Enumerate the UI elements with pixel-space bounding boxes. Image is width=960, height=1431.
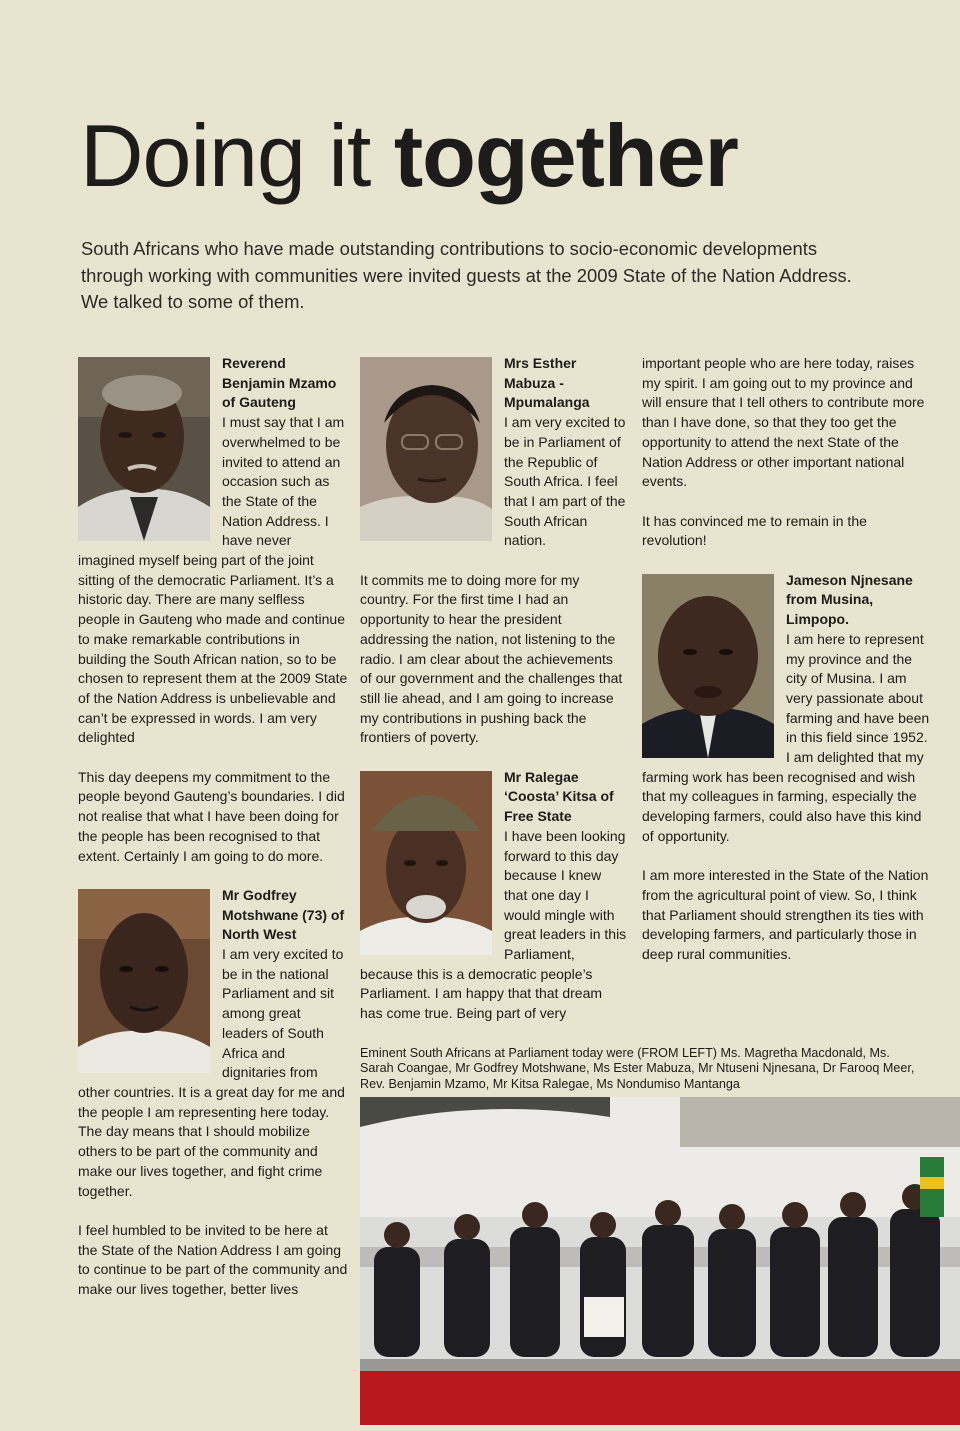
column-1 [78,354,348,1300]
title-light: Doing it [80,106,394,205]
profile-njnesane [642,571,932,847]
profile-text: I must say that I am overwhelmed to be invited to attend an occasion such as the State of the Nation Address. I have never imagined myself being part of the joint sitting of the democratic Parliament. It’s a historic day. There are many selfless people in Gauteng who made and continue to make remarkable contributions in building the South African nation, so to be chosen to represent them at the 2009 State of the Nation Address is unbelievable and can’t be expressed in words. I am very delighted [78,414,348,746]
intro-paragraph: South Africans who have made outstanding contributions to socio-economic developments through working with communities were invited guests at the 2009 State of the Nation Address. We talked to some of them. [81,238,852,312]
profile-text: I am very excited to be in Parliament of the Republic of South Africa. I feel that I am part of the South African nation. [504,414,626,549]
profile-kitsa [360,768,628,1024]
portrait-photo [78,357,210,541]
profile-motshwane [78,886,348,1201]
title-bold: together [393,106,738,205]
portrait-photo [360,771,492,955]
portrait-photo [642,574,774,758]
profile-name: Mr Ralegae ‘Coosta’ Kitsa of Free State [504,768,614,825]
profile-text: I am here to represent my province and the city of Musina. I am very passionate about farming and have been in this field since 1952. I am delighted that my farming work has been recognised and wish that my colleagues in farming, especially the developing farmers, could also have this kind of opportunity. [642,630,930,844]
portrait-photo [360,357,492,541]
profile-text: This day deepens my commitment to the people beyond Gauteng’s boundaries. I did not realise that what I have been doing for the people has been recognised to that extent. Certainly I am going to do more. [78,768,345,864]
profile-text: I have been looking forward to this day because I knew that one day I would mingle with great leaders in this Parliament, because this is a democratic people’s Parliament. I am happy that that dream has come true. Being part of very [360,827,627,1022]
profile-text: It has convinced me to remain in the revolution! [642,512,867,549]
profile-name: Mr Godfrey Motshwane (73) of North West [222,886,345,943]
profile-text: It commits me to doing more for my country. For the first time I had an opportunity to hear the president addressing the nation, not listening to the radio. I am clear about the achievements of our government and the challenges that still lie ahead, and I am going to increase my contributions in pushing back the frontiers of poverty. [360,571,623,746]
column-2 [360,354,628,1024]
profile-text: I am more interested in the State of the Nation from the agricultural point of view. So, I think that Parliament should strengthen its ties with developing farmers, and particularly those in deep rural communities. [642,867,929,963]
profile-name: Jameson Njnesane from Musina, Limpopo. [786,571,913,628]
profile-text: I am very excited to be in the national Parliament and sit among great leaders of South Africa and dignitaries from other countries. It is a great day for me and the people I am representing here today. The day means that I should mobilize others to be part of the community and make our lives together, and fight crime together. [78,946,345,1199]
profile-name: Mrs Esther Mabuza - Mpumalanga [504,355,590,411]
profile-text: I feel humbled to be invited to be here at the State of the Nation Address I am going to continue to be part of the community and make our lives together, better lives [78,1221,348,1297]
photo-caption: Eminent South Africans at Parliament today were (FROM LEFT) Ms. Magretha Macdonald, Ms. Sarah Coangae, Mr Godfrey Motshwane, Ms Ester Mabuza, Mr Ntuseni Njnesana, Dr Farooq Meer, Rev. Benjamin Mzamo, Mr Kitsa Ralegae, Ms Nondumiso Mantanga [360,1046,915,1091]
profile-name: Reverend Benjamin Mzamo of Gauteng [222,355,337,411]
page-title [80,108,738,205]
profile-mabuza [360,354,628,551]
profile-mzamo [78,354,348,748]
group-photo [360,1097,960,1425]
column-3 [642,354,932,965]
profile-text: important people who are here today, raises my spirit. I am going out to my province and will ensure that I tell others to contribute more than I have done, so that they too get the opportunity to attend the next State of the Nation Address or other important national events. [642,355,925,490]
portrait-photo [78,889,210,1073]
